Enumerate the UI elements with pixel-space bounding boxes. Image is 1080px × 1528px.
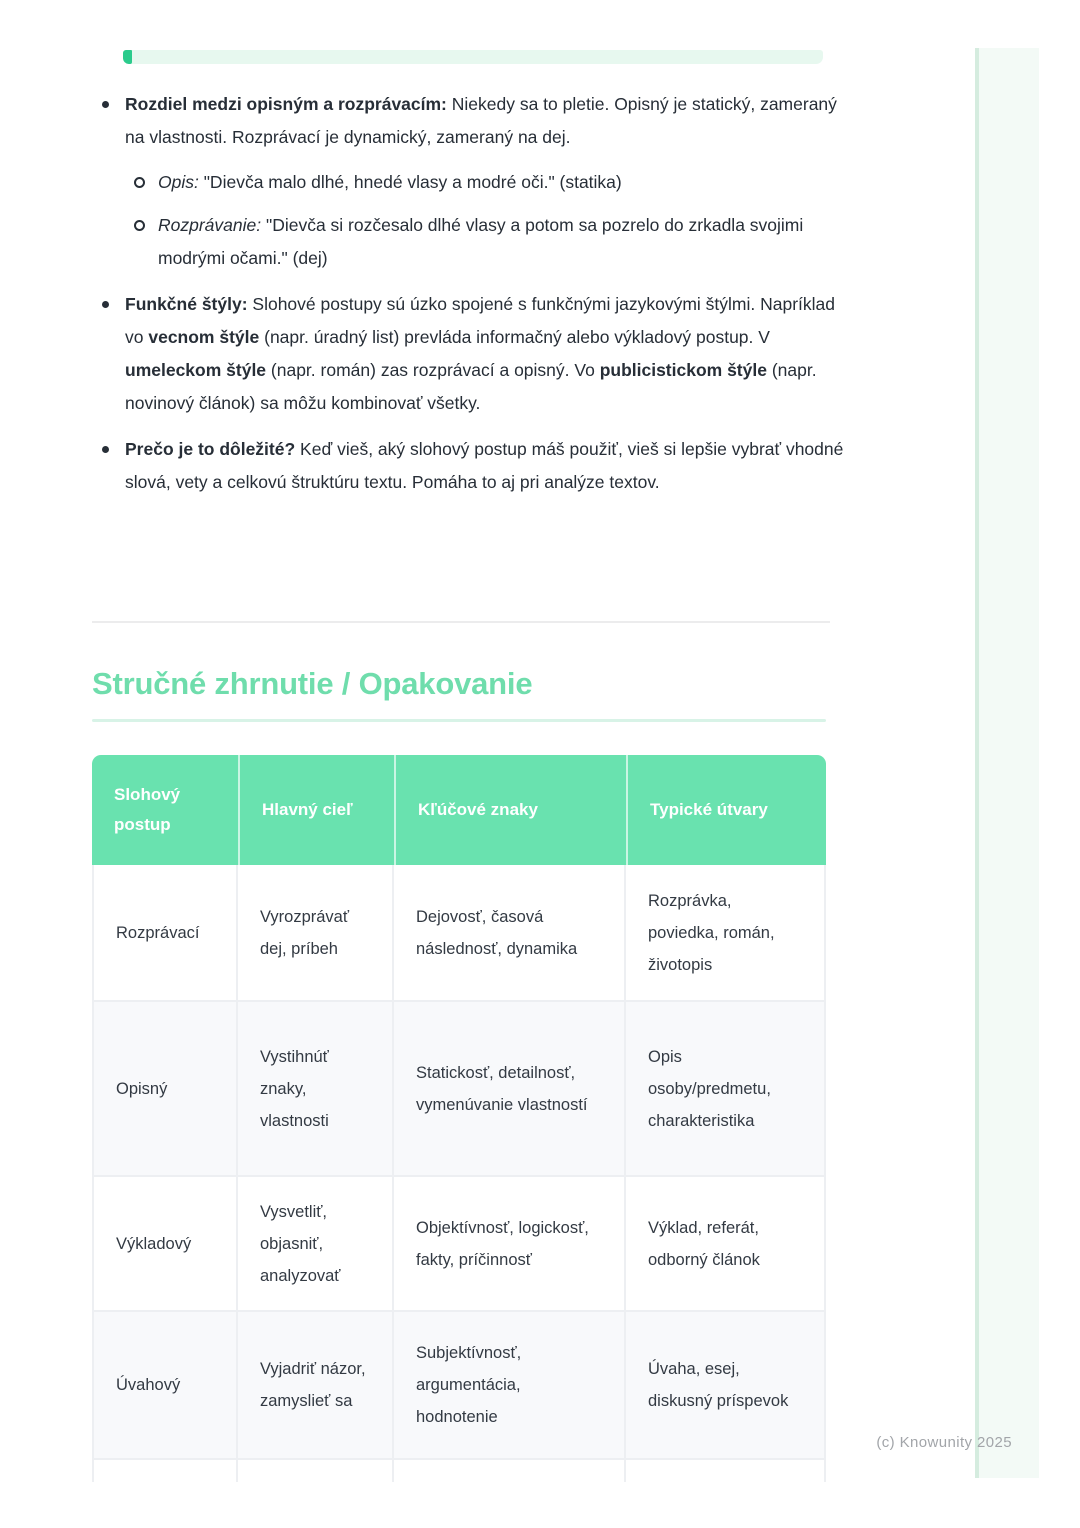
- summary-table-wrap: [92, 755, 826, 1482]
- table-cell: Opis osoby/predmetu, charakteristika: [626, 1000, 826, 1175]
- table-row-cutoff: [92, 1458, 826, 1482]
- table-row: [92, 865, 826, 1000]
- bullet-text: Rozdiel medzi opisným a rozprávacím: Niekedy sa to pletie. Opisný je statický, zameraný na vlastnosti. Rozprávací je dynamický, zameraný na dej.: [125, 94, 837, 147]
- sub-bullet-item: [125, 166, 854, 199]
- table-cell: [92, 1458, 238, 1482]
- table-row: [92, 1175, 826, 1310]
- table-cell: Opisný: [92, 1000, 238, 1175]
- table-row: [92, 1000, 826, 1175]
- bullet-text: Prečo je to dôležité? Keď vieš, aký slohový postup máš použiť, vieš si lepšie vybrať vhodné slová, vety a celkovú štruktúru textu. Pomáha to aj pri analýze textov.: [125, 439, 844, 492]
- table-cell: [626, 1458, 826, 1482]
- table-cell: Vysvetliť, objasniť, analyzovať: [238, 1175, 394, 1310]
- table-cell: [394, 1458, 626, 1482]
- table-cell: Výklad, referát, odborný článok: [626, 1175, 826, 1310]
- footer-copyright: (c) Knowunity 2025: [876, 1434, 1012, 1451]
- section-divider: [92, 621, 830, 623]
- heading-underline: [92, 719, 826, 722]
- table-cell: Rozprávka, poviedka, román, životopis: [626, 865, 826, 1000]
- bullet-list: [92, 88, 854, 499]
- bullet-text: Funkčné štýly: Slohové postupy sú úzko spojené s funkčnými jazykovými štýlmi. Napríklad vo vecnom štýle (napr. úradný list) prevláda informačný alebo výkladový postup. V umeleckom štýle (napr. román) zas rozprávací a opisný. Vo publicistickom štýle (napr. novinový článok) sa môžu kombinovať všetky.: [125, 294, 836, 413]
- right-margin-panel: [979, 48, 1039, 1478]
- table-cell: Dejovosť, časová následnosť, dynamika: [394, 865, 626, 1000]
- table-header-row: [92, 755, 826, 865]
- table-cell: Rozprávací: [92, 865, 238, 1000]
- table-cell: Úvaha, esej, diskusný príspevok: [626, 1310, 826, 1458]
- table-cell: Statickosť, detailnosť, vymenúvanie vlastností: [394, 1000, 626, 1175]
- table-row: [92, 1310, 826, 1458]
- sub-bullet-list: [125, 166, 854, 275]
- sub-bullet-text: Opis: "Dievča malo dlhé, hnedé vlasy a modré oči." (statika): [158, 172, 622, 192]
- section-heading: Stručné zhrnutie / Opakovanie: [92, 666, 533, 701]
- header-cell-hlavny-ciel: Hlavný cieľ: [238, 755, 394, 865]
- summary-section: [92, 621, 854, 1482]
- top-accent-bar: [123, 50, 823, 64]
- sub-bullet-item: [125, 209, 854, 275]
- table-cell: Subjektívnosť, argumentácia, hodnotenie: [394, 1310, 626, 1458]
- header-cell-typicke-utvary: Typické útvary: [626, 755, 826, 865]
- table-cell: Vyjadriť názor, zamyslieť sa: [238, 1310, 394, 1458]
- table-cell: Výkladový: [92, 1175, 238, 1310]
- header-cell-klucove-znaky: Kľúčové znaky: [394, 755, 626, 865]
- bullet-item: [92, 433, 854, 499]
- table-cell: Objektívnosť, logickosť, fakty, príčinnosť: [394, 1175, 626, 1310]
- table-cell: Vyrozprávať dej, príbeh: [238, 865, 394, 1000]
- bullet-item: [92, 88, 854, 275]
- accent-cap: [123, 50, 132, 64]
- bullet-item: [92, 288, 854, 420]
- header-cell-slohovy-postup: Slohový postup: [92, 755, 238, 865]
- table-cell: [238, 1458, 394, 1482]
- summary-table: [92, 755, 826, 1482]
- table-cell: Vystihnúť znaky, vlastnosti: [238, 1000, 394, 1175]
- table-cell: Úvahový: [92, 1310, 238, 1458]
- notes-section: [92, 88, 854, 512]
- sub-bullet-text: Rozprávanie: "Dievča si rozčesalo dlhé vlasy a potom sa pozrelo do zrkadla svojimi modrými očami." (dej): [158, 215, 804, 268]
